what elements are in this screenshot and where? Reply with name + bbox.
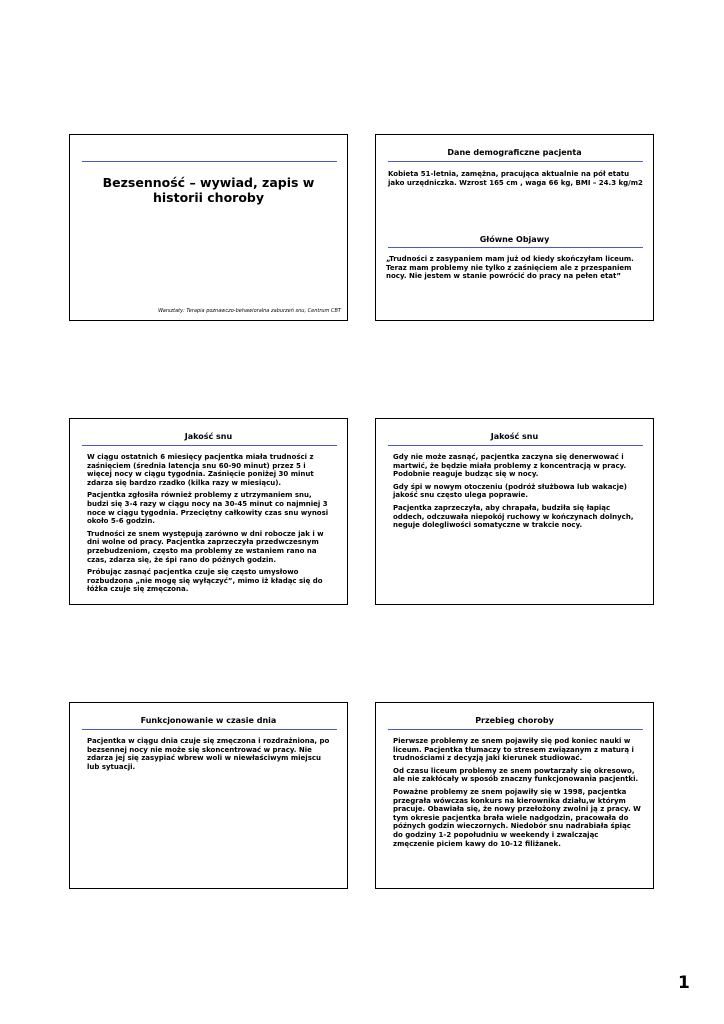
section-heading: Główne Objawy: [479, 235, 550, 244]
paragraph: W ciągu ostatnich 6 miesięcy pacjentka miała trudności z zaśnięciem (średnia latencja snu 60-90 minut) przez 5 i więcej nocy w ciągu tygodnia. Zaśnięcie poniżej 30 minut zdarza się bardzo rzadko (kilka razy w miesiącu).: [87, 453, 314, 487]
slide-demographics: [375, 134, 654, 321]
divider-line: [82, 729, 337, 730]
slide-body: [393, 737, 641, 852]
divider-line: [388, 161, 643, 162]
paragraph: Trudności ze snem występują zarówno w dni robocze jak i w dni wolne od pracy. Pacjentka zaprzeczyła przedwczesnym przebudzeniom, często ma problemy ze wstaniem rano na czas, zdarza się, że śpi rano do późnych godzin.: [87, 529, 324, 564]
section-heading: Jakość snu: [490, 432, 539, 441]
divider-line: [388, 729, 643, 730]
slide-title: [69, 134, 348, 321]
divider-line: [82, 445, 337, 446]
divider-line: [388, 445, 643, 446]
paragraph: Pacjentka zgłosiła również problemy z utrzymaniem snu, budzi się 3-4 razy w ciągu nocy na 30-45 minut co najmniej 3 noce w ciągu tygodnia. Przeciętny całkowity czas snu wynosi około 5-6 godzin.: [87, 491, 329, 526]
section-heading: Przebieg choroby: [475, 716, 554, 725]
paragraph: Pacjentka zaprzeczyła, aby chrapała, budziła się łapiąc oddech, odczuwała niepokój ruchowy w kończynach dolnych, neguje dolegliwości somatyczne w trakcie nocy.: [393, 503, 634, 530]
presentation-title: Bezsenność – wywiad, zapis w historii choroby: [102, 175, 315, 205]
divider-line: [82, 161, 337, 162]
paragraph: Pierwsze problemy ze snem pojawiły się pod koniec nauki w liceum. Pacjentka tłumaczy to stresem związanym z maturą i trudnościami z decyzją jaki kierunek studiować.: [393, 737, 634, 763]
paragraph: Pacjentka w ciągu dnia czuje się zmęczona i rozdrażniona, po bezsennej nocy nie może się skoncentrować w pracy. Nie zdarza jej się zasypiać wbrew woli w niewłaściwym miejscu lub sytuacji.: [87, 737, 330, 771]
slide-footer: Warsztaty: Terapia poznawczo-behawioralna zaburzeń snu, Centrum CBT: [158, 308, 341, 314]
section-heading: Dane demograficzne pacjenta: [447, 148, 582, 157]
section-heading: Funkcjonowanie w czasie dnia: [140, 716, 277, 725]
paragraph: Gdy nie może zasnąć, pacjentka zaczyna się denerwować i martwić, że będzie miała problemy z koncentracją w pracy. Podobnie reaguje budząc się w nocy.: [393, 453, 627, 479]
paragraph: Od czasu liceum problemy ze snem powtarzały się okresowo, ale nie zakłócały w sposób znaczny funkcjonowania pacjentki.: [393, 766, 639, 784]
paragraph: Gdy śpi w nowym otoczeniu (podróż służbowa lub wakacje) jakość snu często ulega poprawie.: [393, 482, 627, 500]
slide-body: [393, 453, 637, 534]
slide-body: [87, 453, 333, 598]
page-number: 1: [678, 973, 690, 993]
slide-sleep-quality-1: [69, 418, 348, 605]
slide-sleep-quality-2: [375, 418, 654, 605]
paragraph: Poważne problemy ze snem pojawiły się w 1998, pacjentka przegrała wówczas konkurs na kierownika działu,w którym pracuje. Obawiała się, że nowy przełożony zwolni ją z pracy. W tym okresie pacjentka brała wiele nadgodzin, pracowała do późnych godzin wieczornych. Niedobór snu nadrabiała śpiąc do godziny 1-2 popołudniu w weekendy i zwalczając zmęczenie piciem kawy do 10-12 filiżanek.: [393, 787, 641, 848]
demographics-text: Kobieta 51-letnia, zamężna, pracująca aktualnie na pół etatu jako urzędniczka. Wzrost 165 cm , waga 66 kg, BMI – 24.3 kg/m2: [388, 170, 643, 187]
section-heading: Jakość snu: [184, 432, 233, 441]
slide-daytime-functioning: [69, 702, 348, 889]
slide-body: [87, 737, 335, 775]
main-symptoms-text: „Trudności z zasypaniem mam już od kiedy skończyłam liceum. Teraz mam problemy nie tylko z zaśnięciem ale z przespaniem nocy. Nie jestem w stanie powrócić do pracy na pełen etat”: [386, 255, 634, 281]
slide-disease-course: [375, 702, 654, 889]
divider-line: [388, 247, 643, 248]
paragraph: Próbując zasnąć pacjentka czuje się często umysłowo rozbudzona „nie mogę się wyłączyć”, mimo iż kładąc się do łóżka czuje się zmęczona.: [87, 568, 323, 594]
